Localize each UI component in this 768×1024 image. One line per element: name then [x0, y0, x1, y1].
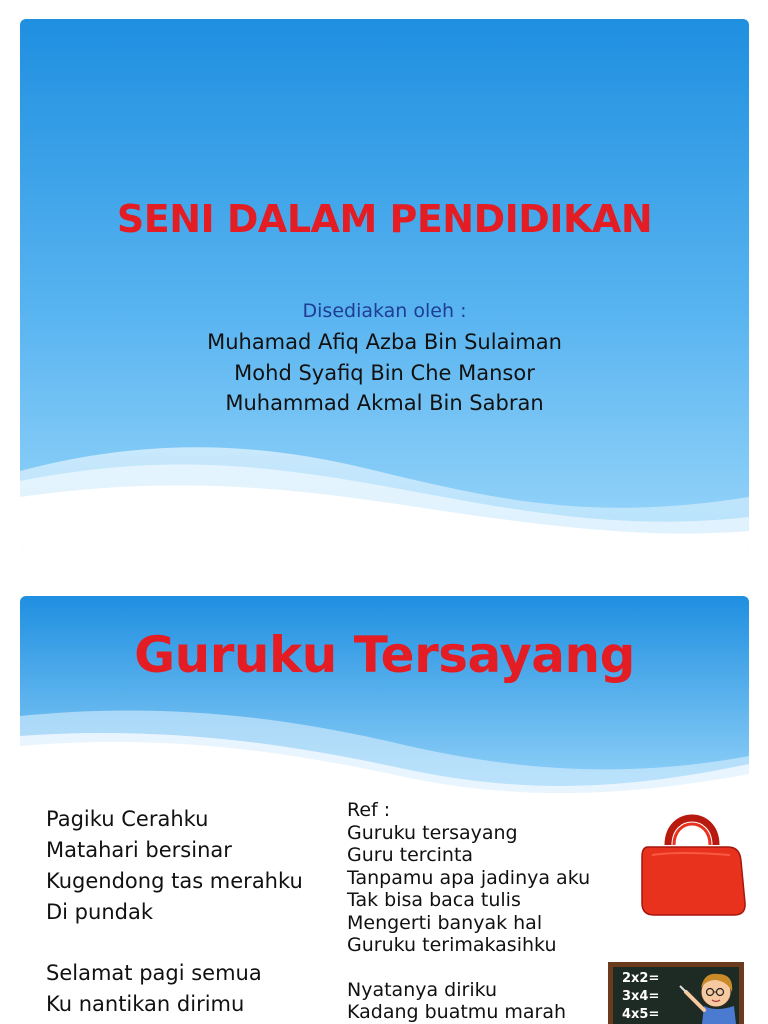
- chalk-line: 4x5=: [622, 1007, 660, 1022]
- lyric-gap: [347, 957, 590, 979]
- lyric-gap: [46, 928, 303, 958]
- lyric-line: Ref :: [347, 799, 391, 821]
- lyric-line: Matahari bersinar: [46, 838, 232, 862]
- author-name: Muhamad Afiq Azba Bin Sulaiman: [207, 330, 562, 354]
- author-list: [20, 327, 749, 419]
- chalkboard-teacher-icon: [608, 962, 749, 1024]
- lyric-line: Selamat pagi semua: [46, 961, 262, 985]
- lyric-line: Guruku terimakasihku: [347, 934, 557, 956]
- lyric-line: Guru tercinta: [347, 844, 474, 866]
- author-name: Muhammad Akmal Bin Sabran: [225, 391, 544, 415]
- red-bag-icon: [638, 799, 748, 919]
- lyric-line: Kugendong tas merahku: [46, 869, 303, 893]
- verse-refrain: [347, 799, 590, 1024]
- chalk-line: 3x4=: [622, 989, 660, 1004]
- prepared-by-label: Disediakan oleh :: [302, 300, 467, 322]
- lyric-line: Nyatanya diriku: [347, 978, 498, 1001]
- lyric-line: Ku nantikan dirimu: [46, 992, 245, 1016]
- chalk-line: 2x2=: [622, 971, 660, 986]
- lyric-line: Kadang buatmu marah: [347, 1001, 567, 1023]
- verse-left: [46, 804, 303, 1020]
- song-slide: [20, 596, 749, 1024]
- author-name: Mohd Syafiq Bin Che Mansor: [234, 360, 535, 385]
- title-slide: [20, 19, 749, 551]
- lyric-line: Di pundak: [46, 900, 153, 924]
- lyric-line: Pagiku Cerahku: [46, 807, 209, 831]
- lyric-line: Guruku tersayang: [347, 821, 518, 844]
- lyric-line: Tak bisa baca tulis: [347, 889, 521, 911]
- song-title: Guruku Tersayang: [134, 626, 635, 684]
- lyric-line: Tanpamu apa jadinya aku: [347, 866, 591, 889]
- presentation-title: SENI DALAM PENDIDIKAN: [116, 197, 653, 241]
- lyric-line: Mengerti banyak hal: [347, 911, 543, 934]
- slide-background: [20, 19, 749, 551]
